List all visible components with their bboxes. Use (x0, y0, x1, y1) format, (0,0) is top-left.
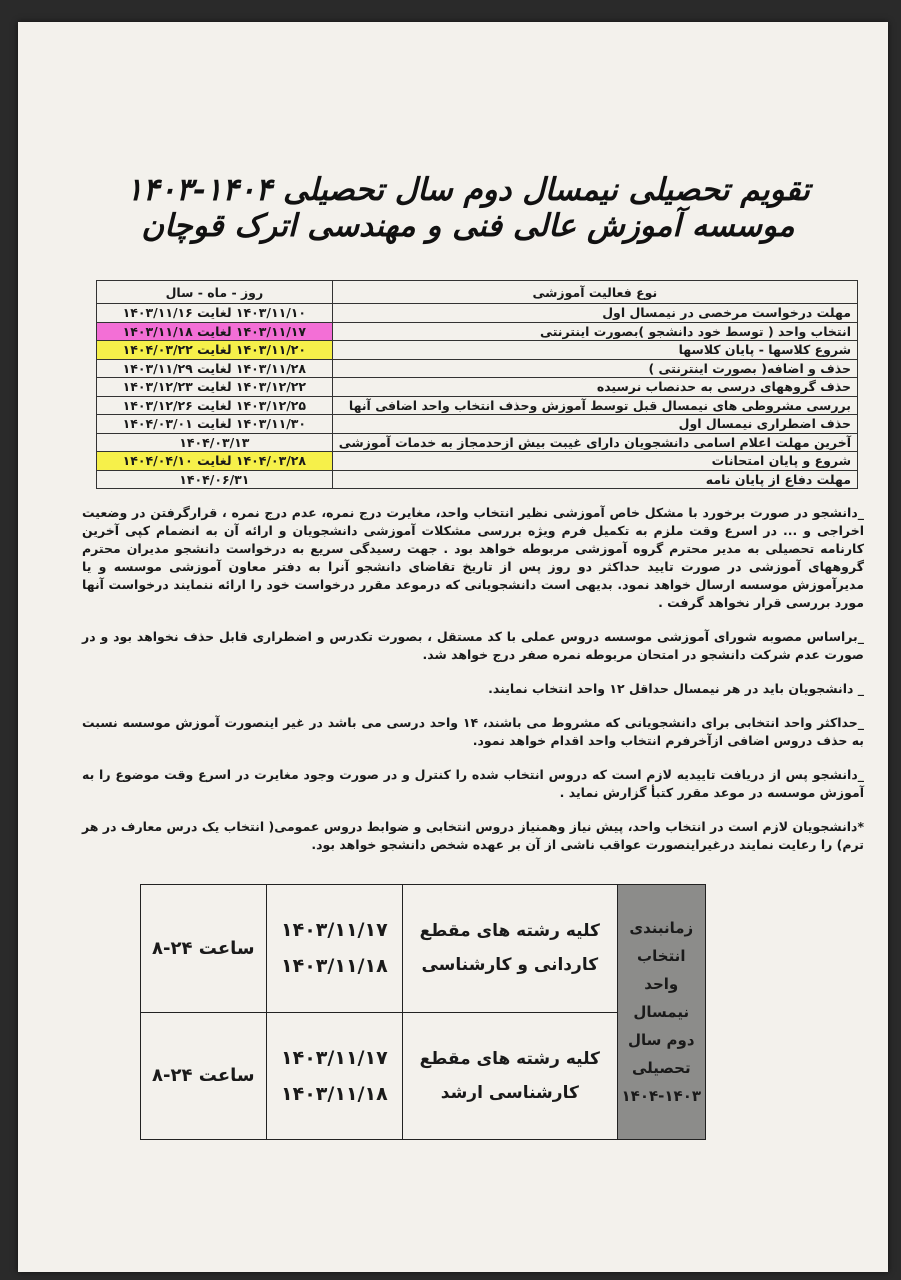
document-page (18, 22, 888, 1272)
activity-cell: شروع و پایان امتحانات (332, 452, 857, 471)
date-header: روز - ماه - سال (97, 281, 333, 304)
page-title: تقویم تحصیلی نیمسال دوم سال تحصیلی ۱۴۰۴-۱۴۰۳ موسسه آموزش عالی فنی و مهندسی اترک قوچان (126, 172, 810, 244)
side-label-line: دوم سال (627, 1031, 695, 1049)
calendar-row (97, 322, 858, 341)
schedule-row (141, 885, 706, 1013)
note-paragraph: _ دانشجویان باید در هر نیمسال حداقل ۱۲ واحد انتخاب نمایند. (488, 681, 864, 696)
date-cell: ۱۴۰۳/۱۱/۱۰ لغایت ۱۴۰۳/۱۱/۱۶ (97, 304, 333, 323)
activity-cell: مهلت دفاع از پایان نامه (332, 470, 857, 489)
field-line: کاردانی و کارشناسی (421, 955, 599, 976)
field-cell (403, 885, 617, 1013)
dates-cell (266, 1012, 402, 1140)
field-line: کلیه رشته های مقطع (419, 921, 600, 942)
activity-cell: حذف و اضافه( بصورت اینترنتی ) (332, 359, 857, 378)
academic-calendar-table (96, 280, 858, 489)
time-cell: ساعت ۲۴-۸ (141, 885, 267, 1013)
date-line: ۱۴۰۳/۱۱/۱۷ (281, 1046, 388, 1069)
activity-cell: بررسی مشروطی های نیمسال قبل توسط آموزش وحذف انتخاب واحد اضافی آنها (332, 396, 857, 415)
date-cell: ۱۴۰۳/۱۲/۲۵ لغایت ۱۴۰۳/۱۲/۲۶ (97, 396, 333, 415)
field-line: کارشناسی ارشد (440, 1082, 579, 1103)
side-label-line: زمانبندی (629, 919, 694, 937)
schedule-side-label (617, 885, 705, 1140)
calendar-row (97, 470, 858, 489)
calendar-row (97, 396, 858, 415)
note-paragraph: _حداکثر واحد انتخابی برای دانشجویانی که مشروط می باشند، ۱۴ واحد درسی می باشد در غیر اینصورت آموزش موسسه نسبت به حذف دروس اضافی ازآخرفرم انتخاب واحد اقدام خواهد نمود. (82, 715, 864, 748)
date-line: ۱۴۰۳/۱۱/۱۷ (281, 919, 388, 942)
date-line: ۱۴۰۳/۱۱/۱۸ (281, 1082, 388, 1105)
date-cell: ۱۴۰۴/۰۶/۳۱ (97, 470, 333, 489)
activity-cell: آخرین مهلت اعلام اسامی دانشجویان دارای غیبت بیش ازحدمجاز به خدمات آموزشی (332, 433, 857, 452)
note-paragraph: _براساس مصوبه شورای آموزشی موسسه دروس عملی با کد مستقل ، بصورت تکدرس و اضطراری قابل حذف نخواهد بود و در صورت عدم شرکت دانشجو در امتحان مربوطه نمره صفر درج خواهد شد. (82, 629, 864, 662)
notes-section (82, 504, 864, 870)
side-label-line: انتخاب (637, 947, 686, 965)
calendar-row (97, 433, 858, 452)
activity-cell: حذف اضطراری نیمسال اول (332, 415, 857, 434)
calendar-row (97, 359, 858, 378)
date-cell: ۱۴۰۴/۰۳/۱۳ (97, 433, 333, 452)
date-cell-highlighted: ۱۴۰۴/۰۳/۲۸ لغایت ۱۴۰۴/۰۴/۱۰ (97, 452, 333, 471)
field-cell (403, 1012, 617, 1140)
date-cell: ۱۴۰۳/۱۱/۲۸ لغایت ۱۴۰۳/۱۱/۲۹ (97, 359, 333, 378)
time-cell: ساعت ۲۴-۸ (141, 1012, 267, 1140)
field-line: کلیه رشته های مقطع (419, 1048, 600, 1069)
note-paragraph: *دانشجویان لازم است در انتخاب واحد، پیش نیاز وهمنیاز دروس انتخابی و ضوابط دروس عمومی( انتخاب یک درس معارف در هر ترم) را رعایت نمایند درغیراینصورت عواقب ناشی از آن بر عهده شخص دانشجو خواهد بود. (82, 819, 864, 852)
calendar-row (97, 304, 858, 323)
side-label-line: واحد نیمسال (633, 975, 690, 1021)
activity-header: نوع فعالیت آموزشی (332, 281, 857, 304)
note-paragraph: _دانشجو پس از دریافت تاییدیه لازم است که دروس انتخاب شده را کنترل و در صورت وجود مغایرت در اسرع وقت موضوع را به آموزش موسسه در موعد مقرر کتبأ گزارش نماید . (82, 767, 864, 800)
activity-cell: شروع کلاسها - پایان کلاسها (332, 341, 857, 360)
course-selection-schedule-table (140, 884, 706, 1140)
date-cell: ۱۴۰۳/۱۱/۳۰ لغایت ۱۴۰۴/۰۳/۰۱ (97, 415, 333, 434)
side-label-line: ۱۴۰۴-۱۴۰۳ (621, 1087, 701, 1105)
date-cell-highlighted: ۱۴۰۳/۱۱/۲۰ لغایت ۱۴۰۴/۰۳/۲۲ (97, 341, 333, 360)
dates-cell (266, 885, 402, 1013)
calendar-row (97, 415, 858, 434)
date-line: ۱۴۰۳/۱۱/۱۸ (281, 955, 388, 978)
activity-cell: انتخاب واحد ( توسط خود دانشجو )بصورت اینترنتی (332, 322, 857, 341)
activity-cell: مهلت درخواست مرخصی در نیمسال اول (332, 304, 857, 323)
calendar-row (97, 378, 858, 397)
calendar-header-row (97, 281, 858, 304)
activity-cell: حذف گروههای درسی به حدنصاب نرسیده (332, 378, 857, 397)
side-label-line: تحصیلی (631, 1059, 691, 1077)
date-cell-highlighted: ۱۴۰۳/۱۱/۱۷ لغایت ۱۴۰۳/۱۱/۱۸ (97, 322, 333, 341)
note-paragraph: _دانشجو در صورت برخورد با مشکل خاص آموزشی نظیر انتخاب واحد، مغایرت درج نمره، عدم درج نمره ، قرارگرفتن در وضعیت اخراجی و ... در اسرع وقت ملزم به تکمیل فرم ویژه بررسی مشکلات آموزشی دانشجویان و ارائه آن به انضمام کپی آخرین کارنامه تحصیلی به مدیر محترم گروه آموزشی مربوطه خواهد بود . جهت رسیدگی سریع به درخواست دانشجو مدیران محترم گروههای آموزشی در صورت تایید حداکثر دو روز پس از تاریخ تقاضای دانشجو آنرا به دفتر معاون آموزشی موسسه و یا مدیرآموزش موسسه ارسال خواهد نمود. بدیهی است دانشجویانی که درموعد مقرر درخواست خود را ارائه ننمایند درخواست آنها مورد بررسی قرار نخواهد گرفت . (82, 505, 864, 610)
calendar-row (97, 452, 858, 471)
calendar-row (97, 341, 858, 360)
date-cell: ۱۴۰۳/۱۲/۲۲ لغایت ۱۴۰۳/۱۲/۲۳ (97, 378, 333, 397)
